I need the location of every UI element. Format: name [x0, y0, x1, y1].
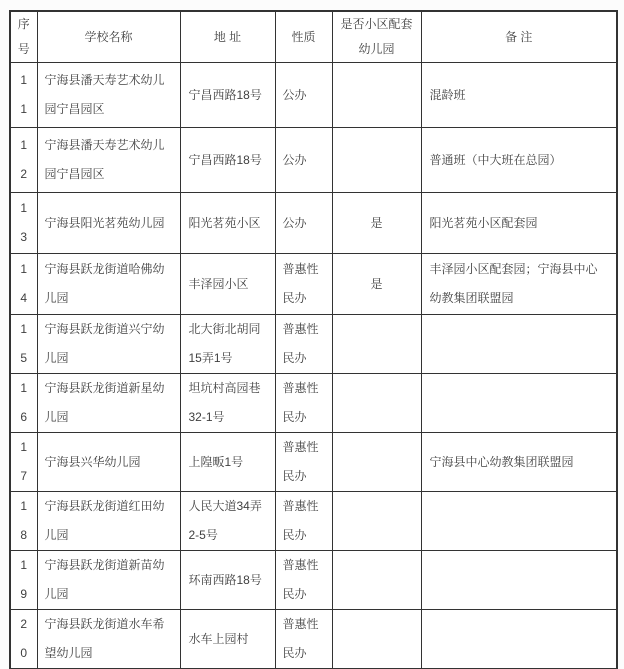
cell-address: 北大街北胡同15弄1号: [180, 315, 275, 374]
cell-community: [332, 128, 421, 193]
cell-remark: 混龄班: [421, 63, 617, 128]
header-serial-number: 序号: [10, 11, 37, 63]
cell-name: 宁海县阳光茗苑幼儿园: [37, 193, 180, 254]
cell-nature: 公办: [275, 63, 332, 128]
cell-address: 环南西路18号: [180, 551, 275, 610]
cell-no: 19: [10, 551, 37, 610]
cell-community: [332, 492, 421, 551]
cell-nature: 普惠性民办: [275, 374, 332, 433]
cell-remark: 宁海县中心幼教集团联盟园: [421, 433, 617, 492]
cell-no: 14: [10, 254, 37, 315]
cell-no: 20: [10, 610, 37, 669]
cell-address: 阳光茗苑小区: [180, 193, 275, 254]
table-row: [10, 254, 617, 315]
header-remark: 备 注: [421, 11, 617, 63]
cell-name: 宁海县跃龙街道兴宁幼儿园: [37, 315, 180, 374]
table-row: [10, 374, 617, 433]
cell-no: 18: [10, 492, 37, 551]
table-row: [10, 610, 617, 669]
cell-nature: 普惠性民办: [275, 610, 332, 669]
table-row: [10, 492, 617, 551]
cell-remark: [421, 374, 617, 433]
cell-no: 12: [10, 128, 37, 193]
cell-address: 宁昌西路18号: [180, 63, 275, 128]
cell-nature: 公办: [275, 193, 332, 254]
cell-no: 17: [10, 433, 37, 492]
cell-name: 宁海县跃龙街道水车希望幼儿园: [37, 610, 180, 669]
cell-community: [332, 63, 421, 128]
cell-nature: 普惠性民办: [275, 315, 332, 374]
cell-no: 15: [10, 315, 37, 374]
cell-name: 宁海县兴华幼儿园: [37, 433, 180, 492]
cell-name: 宁海县潘天寿艺术幼儿园宁昌园区: [37, 63, 180, 128]
cell-address: 上隍畈1号: [180, 433, 275, 492]
table-row: [10, 128, 617, 193]
cell-remark: 普通班（中大班在总园）: [421, 128, 617, 193]
cell-address: 坦坑村高园巷32-1号: [180, 374, 275, 433]
header-row: [10, 11, 617, 63]
cell-address: 人民大道34弄2-5号: [180, 492, 275, 551]
cell-remark: 丰泽园小区配套园；宁海县中心幼教集团联盟园: [421, 254, 617, 315]
cell-community: [332, 315, 421, 374]
header-community-supporting: 是否小区配套幼儿园: [332, 11, 421, 63]
header-address: 地 址: [180, 11, 275, 63]
table-header: [10, 11, 617, 63]
cell-remark: [421, 315, 617, 374]
cell-community: [332, 610, 421, 669]
header-nature: 性质: [275, 11, 332, 63]
cell-nature: 普惠性民办: [275, 551, 332, 610]
cell-remark: [421, 610, 617, 669]
kindergarten-table: [9, 10, 618, 669]
table-row: [10, 63, 617, 128]
table-row: [10, 551, 617, 610]
table-row: [10, 433, 617, 492]
cell-name: 宁海县跃龙街道红田幼儿园: [37, 492, 180, 551]
cell-community: 是: [332, 193, 421, 254]
cell-name: 宁海县跃龙街道新星幼儿园: [37, 374, 180, 433]
cell-name: 宁海县潘天寿艺术幼儿园宁昌园区: [37, 128, 180, 193]
cell-address: 丰泽园小区: [180, 254, 275, 315]
cell-remark: [421, 492, 617, 551]
cell-no: 11: [10, 63, 37, 128]
cell-name: 宁海县跃龙街道哈佛幼儿园: [37, 254, 180, 315]
cell-community: [332, 374, 421, 433]
cell-address: 宁昌西路18号: [180, 128, 275, 193]
cell-no: 16: [10, 374, 37, 433]
table-row: [10, 193, 617, 254]
cell-remark: 阳光茗苑小区配套园: [421, 193, 617, 254]
cell-nature: 普惠性民办: [275, 254, 332, 315]
header-school-name: 学校名称: [37, 11, 180, 63]
cell-community: [332, 433, 421, 492]
table-row: [10, 315, 617, 374]
cell-nature: 普惠性民办: [275, 492, 332, 551]
cell-community: [332, 551, 421, 610]
table-body: [10, 63, 617, 669]
cell-address: 水车上园村: [180, 610, 275, 669]
cell-nature: 公办: [275, 128, 332, 193]
cell-community: 是: [332, 254, 421, 315]
cell-nature: 普惠性民办: [275, 433, 332, 492]
cell-name: 宁海县跃龙街道新苗幼儿园: [37, 551, 180, 610]
cell-no: 13: [10, 193, 37, 254]
cell-remark: [421, 551, 617, 610]
